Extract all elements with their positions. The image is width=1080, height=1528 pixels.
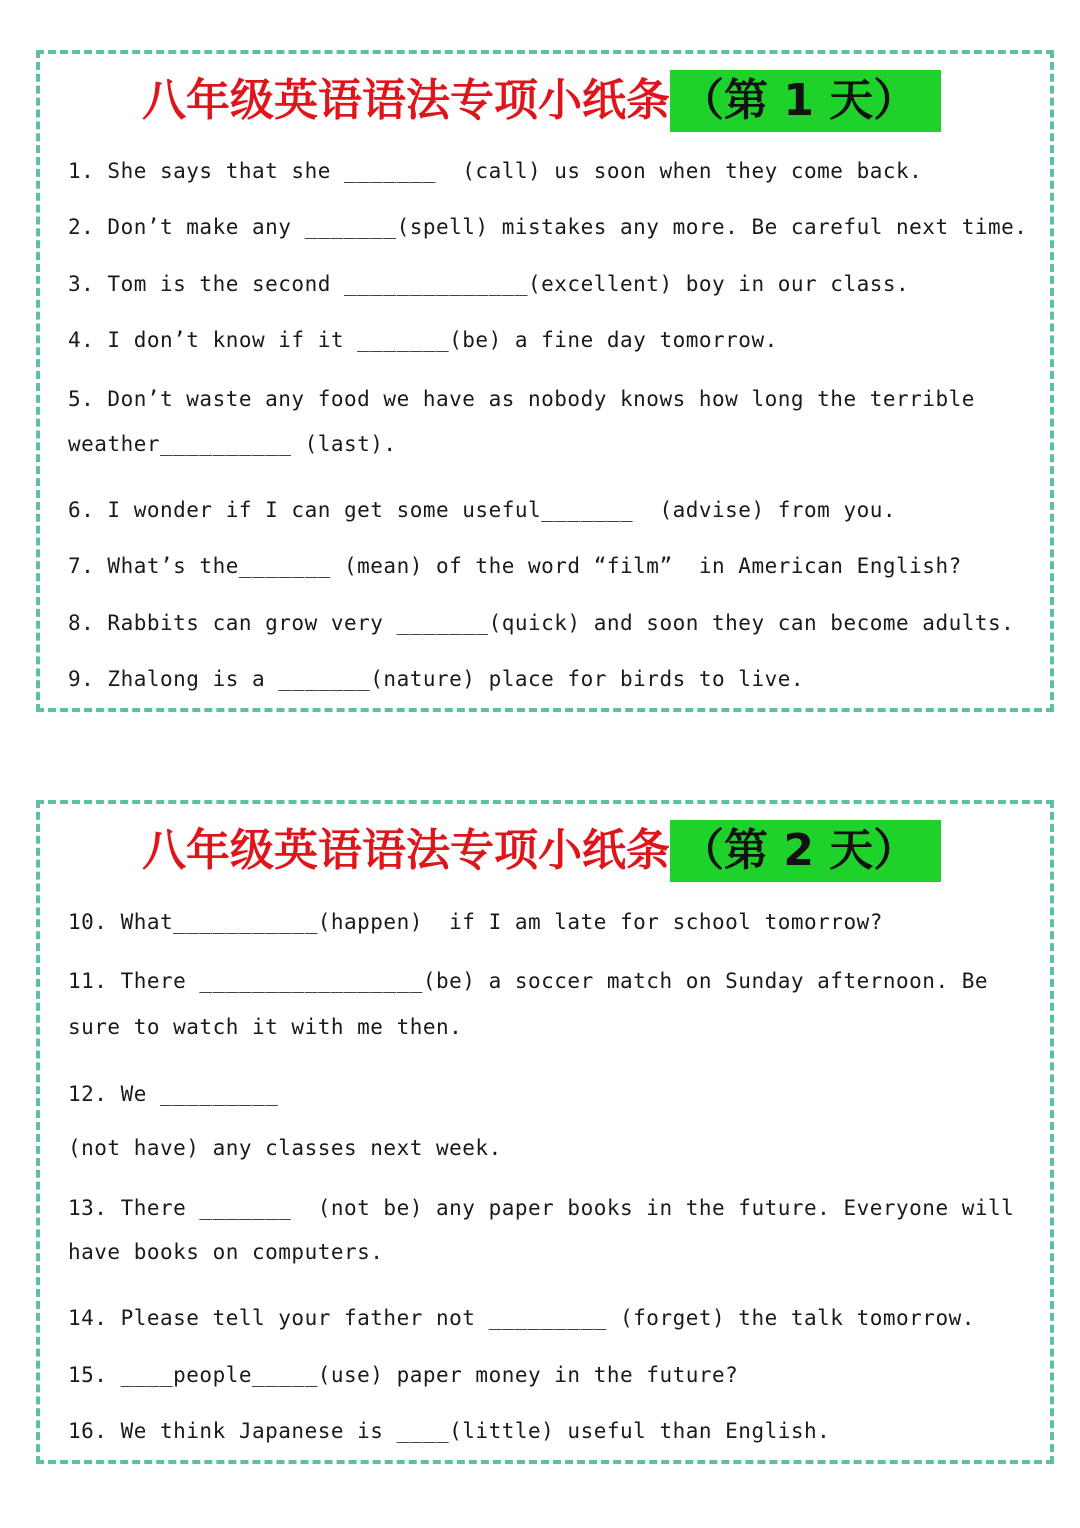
exercise-line: 4. I don’t know if it _______(be) a fine day tomorrow. [68,328,778,352]
exercise-line: 15. ____people_____(use) paper money in the future? [68,1363,739,1387]
exercise-card-day-2 [36,800,1054,1464]
title-day-badge: （第 1 天） [670,70,941,132]
title-main: 八年级英语语法专项小纸条 [142,75,670,126]
exercise-line: 9. Zhalong is a _______(nature) place for birds to live. [68,667,805,691]
exercise-line: 16. We think Japanese is ____(little) useful than English. [68,1419,831,1443]
exercise-line: 7. What’s the_______ (mean) of the word “film” in American English? [68,554,962,578]
exercise-line: (not have) any classes next week. [68,1136,502,1160]
exercise-line: 8. Rabbits can grow very _______(quick) and soon they can become adults. [68,611,1015,635]
exercise-line: 1. She says that she _______ (call) us soon when they come back. [68,159,923,183]
exercise-line: sure to watch it with me then. [68,1015,463,1039]
card-title [142,70,941,132]
exercise-line: 11. There _________________(be) a soccer match on Sunday afternoon. Be [68,969,989,993]
title-main: 八年级英语语法专项小纸条 [142,825,670,876]
exercise-line: 5. Don’t waste any food we have as nobody knows how long the terrible [68,387,975,411]
exercise-line: 12. We _________ [68,1082,279,1106]
exercise-line: 14. Please tell your father not _________ (forget) the talk tomorrow. [68,1306,975,1330]
card-title [142,820,941,882]
exercise-line: 6. I wonder if I can get some useful_______ (advise) from you. [68,498,897,522]
title-day-badge: （第 2 天） [670,820,941,882]
exercise-line: 2. Don’t make any _______(spell) mistakes any more. Be careful next time. [68,215,1028,239]
exercise-card-day-1 [36,50,1054,712]
exercise-line: 13. There _______ (not be) any paper books in the future. Everyone will [68,1196,1015,1220]
exercise-line: 3. Tom is the second ______________(excellent) boy in our class. [68,272,910,296]
exercise-line: 10. What___________(happen) if I am late for school tomorrow? [68,910,883,934]
exercise-line: weather__________ (last). [68,432,397,456]
exercise-line: have books on computers. [68,1240,384,1264]
